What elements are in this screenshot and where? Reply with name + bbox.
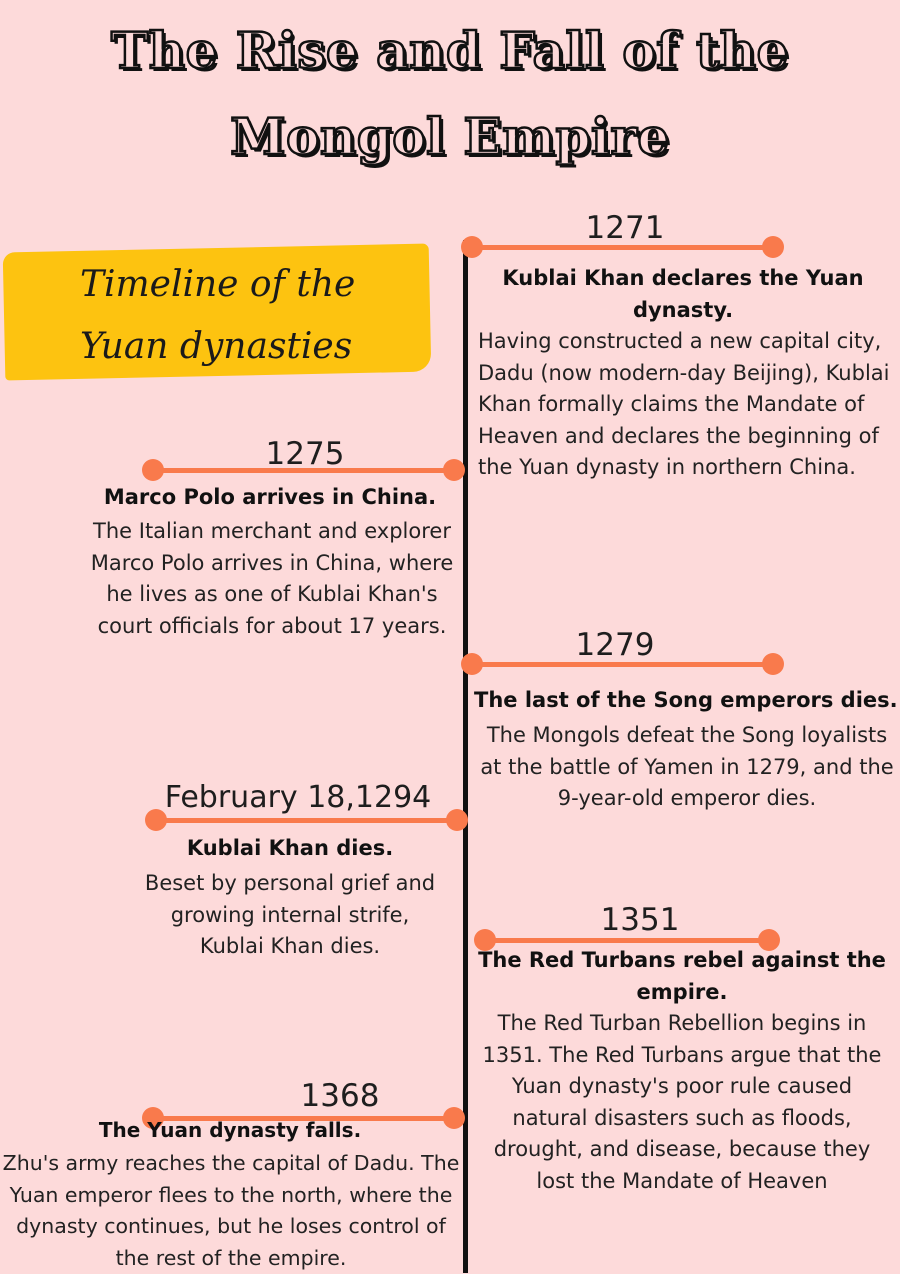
event-1-date: 1271 xyxy=(585,210,665,246)
event-4-description: Beset by personal grief and growing internal strife, Kublai Khan dies. xyxy=(144,871,436,958)
event-5-description: The Red Turban Rebellion begins in 1351. The Red Turbans argue that the Yuan dynasty's poor rule caused natural disasters such as floods, drought, and disease, because they lost the Mandate of Heaven xyxy=(482,1011,882,1193)
event-4-connector xyxy=(158,818,458,823)
event-4-heading: Kublai Khan dies. xyxy=(186,836,394,860)
event-6-description: Zhu's army reaches the capital of Dadu. The Yuan emperor flees to the north, where the dynasty continues, but he loses control of the rest of the empire. xyxy=(2,1151,460,1270)
event-3-date: 1279 xyxy=(575,627,655,663)
event-5-heading: The Red Turbans rebel against the empire. xyxy=(478,948,886,1004)
event-3-description: The Mongols defeat the Song loyalists at the battle of Yamen in 1279, and the 9-year-old emperor dies. xyxy=(480,723,894,810)
event-6-heading: The Yuan dynasty falls. xyxy=(98,1118,362,1142)
event-6-node-inner xyxy=(443,1107,465,1129)
page-title xyxy=(0,8,900,180)
event-6-date: 1368 xyxy=(300,1078,380,1114)
event-5-connector xyxy=(485,938,769,943)
subtitle-line-1: Timeline of the xyxy=(80,264,356,305)
event-4-date: February 18,1294 xyxy=(164,780,432,815)
event-2-date: 1275 xyxy=(265,436,345,472)
subtitle xyxy=(80,254,420,378)
event-3-heading: The last of the Song emperors dies. xyxy=(474,688,898,712)
event-5-date: 1351 xyxy=(600,902,680,938)
title-line-2: Mongol Empire xyxy=(230,107,670,166)
event-1-description: Having constructed a new capital city, Dadu (now modern-day Beijing), Kublai Khan formally claims the Mandate of Heaven and declares the beginning of the Yuan dynasty in northern China. xyxy=(478,329,890,479)
title-line-1: The Rise and Fall of the xyxy=(111,21,789,80)
event-1-heading: Kublai Khan declares the Yuan dynasty. xyxy=(502,266,864,322)
event-2-heading: Marco Polo arrives in China. xyxy=(103,485,437,509)
event-2-description: The Italian merchant and explorer Marco Polo arrives in China, where he lives as one of Kublai Khan's court officials for about 17 years. xyxy=(90,519,454,638)
subtitle-line-2: Yuan dynasties xyxy=(80,326,353,367)
